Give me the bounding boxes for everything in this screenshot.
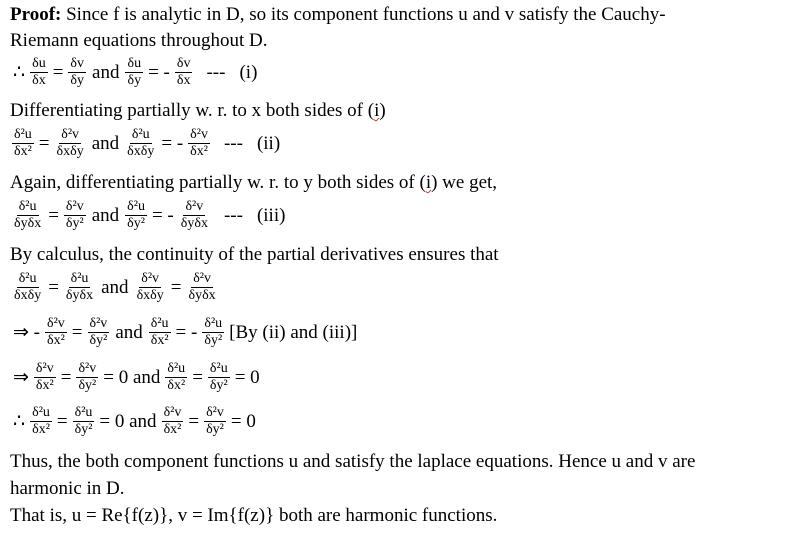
fraction — [204, 405, 226, 438]
equation-laplace — [10, 405, 259, 438]
text-pre: Differentiating partially w. r. to x both sides of — [10, 100, 368, 121]
denominator: δy² — [206, 422, 224, 437]
equals-zero: = 0 — [234, 366, 260, 388]
numerator: δ²u — [70, 271, 89, 286]
text-continuity — [10, 244, 499, 266]
conclusion-text-2: harmonic in D. — [10, 478, 125, 499]
fraction — [208, 361, 230, 394]
and-word: and — [91, 204, 120, 226]
equals-minus: = - — [148, 61, 170, 83]
numerator: δ²v — [78, 361, 97, 376]
denominator: δyδx — [180, 216, 208, 231]
numerator: δv — [70, 56, 85, 71]
equation-tag: (iii) — [256, 204, 286, 226]
therefore-symbol: ∴ — [13, 411, 26, 432]
denominator: δxδy — [136, 288, 164, 303]
therefore-symbol: ∴ — [13, 62, 26, 83]
numerator: δ²v — [61, 127, 80, 142]
fraction — [34, 361, 56, 394]
dashes: --- — [206, 61, 226, 83]
ref-i: i — [374, 100, 380, 121]
text-post: ) we get, — [431, 172, 498, 193]
denominator: δxδy — [14, 288, 42, 303]
numerator: δ²u — [204, 316, 223, 331]
denominator: δx — [176, 73, 191, 88]
dashes: --- — [223, 132, 243, 154]
denominator: δy — [70, 73, 85, 88]
denominator: δx² — [32, 422, 50, 437]
fraction — [12, 199, 43, 232]
numerator: δ²v — [206, 405, 224, 420]
denominator: δy² — [204, 333, 223, 348]
and-word: and — [115, 321, 143, 343]
numerator: δ²u — [18, 199, 37, 214]
text-conclusion-2 — [10, 478, 125, 500]
numerator: δ²v — [163, 405, 182, 420]
fraction — [68, 56, 86, 89]
proof-intro-text-1: Since f is analytic in D, so its component functions u and v satisfy the Cauchy- — [61, 4, 666, 25]
equation-mixed-partials — [10, 271, 220, 304]
numerator: δ²u — [18, 271, 37, 286]
denominator: δy² — [127, 216, 145, 231]
denominator: δyδx — [188, 288, 216, 303]
numerator: δ²v — [89, 316, 108, 331]
fraction — [64, 199, 86, 232]
numerator: δ²u — [150, 316, 169, 331]
ref-i: i — [425, 172, 432, 193]
denominator: δy² — [209, 378, 228, 393]
numerator: δu — [127, 56, 142, 71]
fraction — [175, 56, 193, 89]
numerator: δ²v — [185, 199, 204, 214]
denominator: δxδy — [127, 144, 155, 159]
fraction — [125, 127, 156, 160]
numerator: δ²u — [209, 361, 228, 376]
numerator: δ²u — [167, 361, 186, 376]
numerator: δ²v — [47, 316, 65, 331]
fraction — [12, 127, 34, 160]
equals-zero: = 0 — [230, 410, 256, 432]
denominator: δx² — [35, 378, 54, 393]
numerator: δ²v — [141, 271, 160, 286]
equals-sign: = — [188, 410, 200, 432]
numerator: δu — [32, 56, 46, 71]
denominator: δx² — [150, 333, 169, 348]
paren-close: ) — [379, 100, 386, 121]
denominator: δy² — [65, 216, 84, 231]
fraction — [88, 316, 110, 349]
fraction — [149, 316, 171, 349]
numerator: δ²u — [131, 127, 150, 142]
text-differentiating-x — [10, 100, 386, 122]
numerator: δv — [176, 56, 191, 71]
equals-minus: = - — [151, 204, 174, 226]
numerator: δ²v — [190, 127, 208, 142]
reference-note: [By (ii) and (iii)] — [229, 321, 358, 343]
fraction — [188, 127, 210, 160]
fraction — [186, 271, 217, 304]
denominator: δy — [127, 73, 142, 88]
equals-minus: = - — [161, 132, 184, 154]
proof-intro-line1 — [10, 4, 666, 26]
equals-sign: = — [60, 366, 72, 388]
equals-minus: = - — [175, 321, 198, 343]
fraction — [73, 405, 95, 438]
numerator: δ²u — [74, 405, 93, 420]
equals-sign: = — [71, 321, 83, 343]
implies-symbol: ⇒ — [13, 367, 29, 388]
numerator: δ²u — [127, 199, 145, 214]
conclusion-text-3: That is, u = Re{f(z)}, v = Im{f(z)} both are harmonic functions. — [10, 505, 498, 526]
proof-intro-line2 — [10, 30, 268, 52]
equals-sign: = — [192, 366, 203, 388]
numerator: δ²v — [193, 271, 211, 286]
denominator: δy² — [78, 378, 97, 393]
paren-open: ( — [367, 100, 375, 121]
fraction — [30, 56, 48, 89]
and-word: and — [101, 276, 129, 298]
denominator: δx — [32, 73, 46, 88]
denominator: δy² — [89, 333, 108, 348]
fraction — [202, 316, 224, 349]
denominator: δx² — [14, 144, 32, 159]
fraction — [125, 199, 147, 232]
conclusion-text-1: Thus, the both component functions u and satisfy the laplace equations. Hence u and v are — [10, 451, 696, 472]
paren-open: ( — [419, 172, 426, 193]
numerator: δ²v — [35, 361, 54, 376]
equals-sign: = — [48, 276, 59, 298]
fraction — [30, 405, 52, 438]
and-word: and — [92, 61, 120, 83]
implies-symbol: ⇒ - — [13, 322, 40, 343]
denominator: δy² — [74, 422, 93, 437]
fraction — [179, 199, 210, 232]
equation-implies-2 — [10, 361, 263, 394]
denominator: δxδy — [56, 144, 84, 159]
denominator: δx² — [190, 144, 208, 159]
fraction — [64, 271, 95, 304]
text-conclusion-1 — [10, 451, 695, 473]
denominator: δyδx — [65, 288, 94, 303]
equals-sign: = — [48, 204, 59, 226]
equation-ii — [10, 127, 280, 160]
denominator: δx² — [163, 422, 182, 437]
proof-label: Proof: — [10, 4, 62, 25]
text-continuity-content: By calculus, the continuity of the partial derivatives ensures that — [10, 244, 499, 265]
proof-intro-text-2: Riemann equations throughout D. — [10, 30, 268, 51]
numerator: δ²u — [32, 405, 50, 420]
fraction — [162, 405, 184, 438]
equals-sign: = — [56, 410, 68, 432]
equals-zero-and: = 0 and — [99, 410, 157, 432]
text-pre: Again, differentiating partially w. r. to y both sides of — [10, 172, 420, 193]
fraction — [76, 361, 98, 394]
equals-sign: = — [170, 276, 182, 298]
denominator: δx² — [47, 333, 65, 348]
dashes: --- — [223, 204, 243, 226]
denominator: δyδx — [14, 216, 42, 231]
fraction — [125, 56, 143, 89]
equation-tag: (i) — [239, 61, 258, 83]
equation-tag: (ii) — [256, 132, 281, 154]
numerator: δ²u — [14, 127, 32, 142]
equals-sign: = — [38, 132, 50, 154]
fraction — [45, 316, 67, 349]
equation-i — [10, 56, 257, 89]
numerator: δ²v — [65, 199, 84, 214]
equation-iii — [10, 199, 285, 232]
fraction — [135, 271, 166, 304]
equals-sign: = — [52, 61, 64, 83]
text-differentiating-y — [10, 172, 497, 194]
fraction — [12, 271, 43, 304]
fraction — [55, 127, 86, 160]
equals-zero-and: = 0 and — [103, 366, 161, 388]
equation-implies-1 — [10, 316, 360, 349]
fraction — [165, 361, 187, 394]
and-word: and — [91, 132, 120, 154]
text-conclusion-3 — [10, 505, 497, 527]
denominator: δx² — [167, 378, 186, 393]
